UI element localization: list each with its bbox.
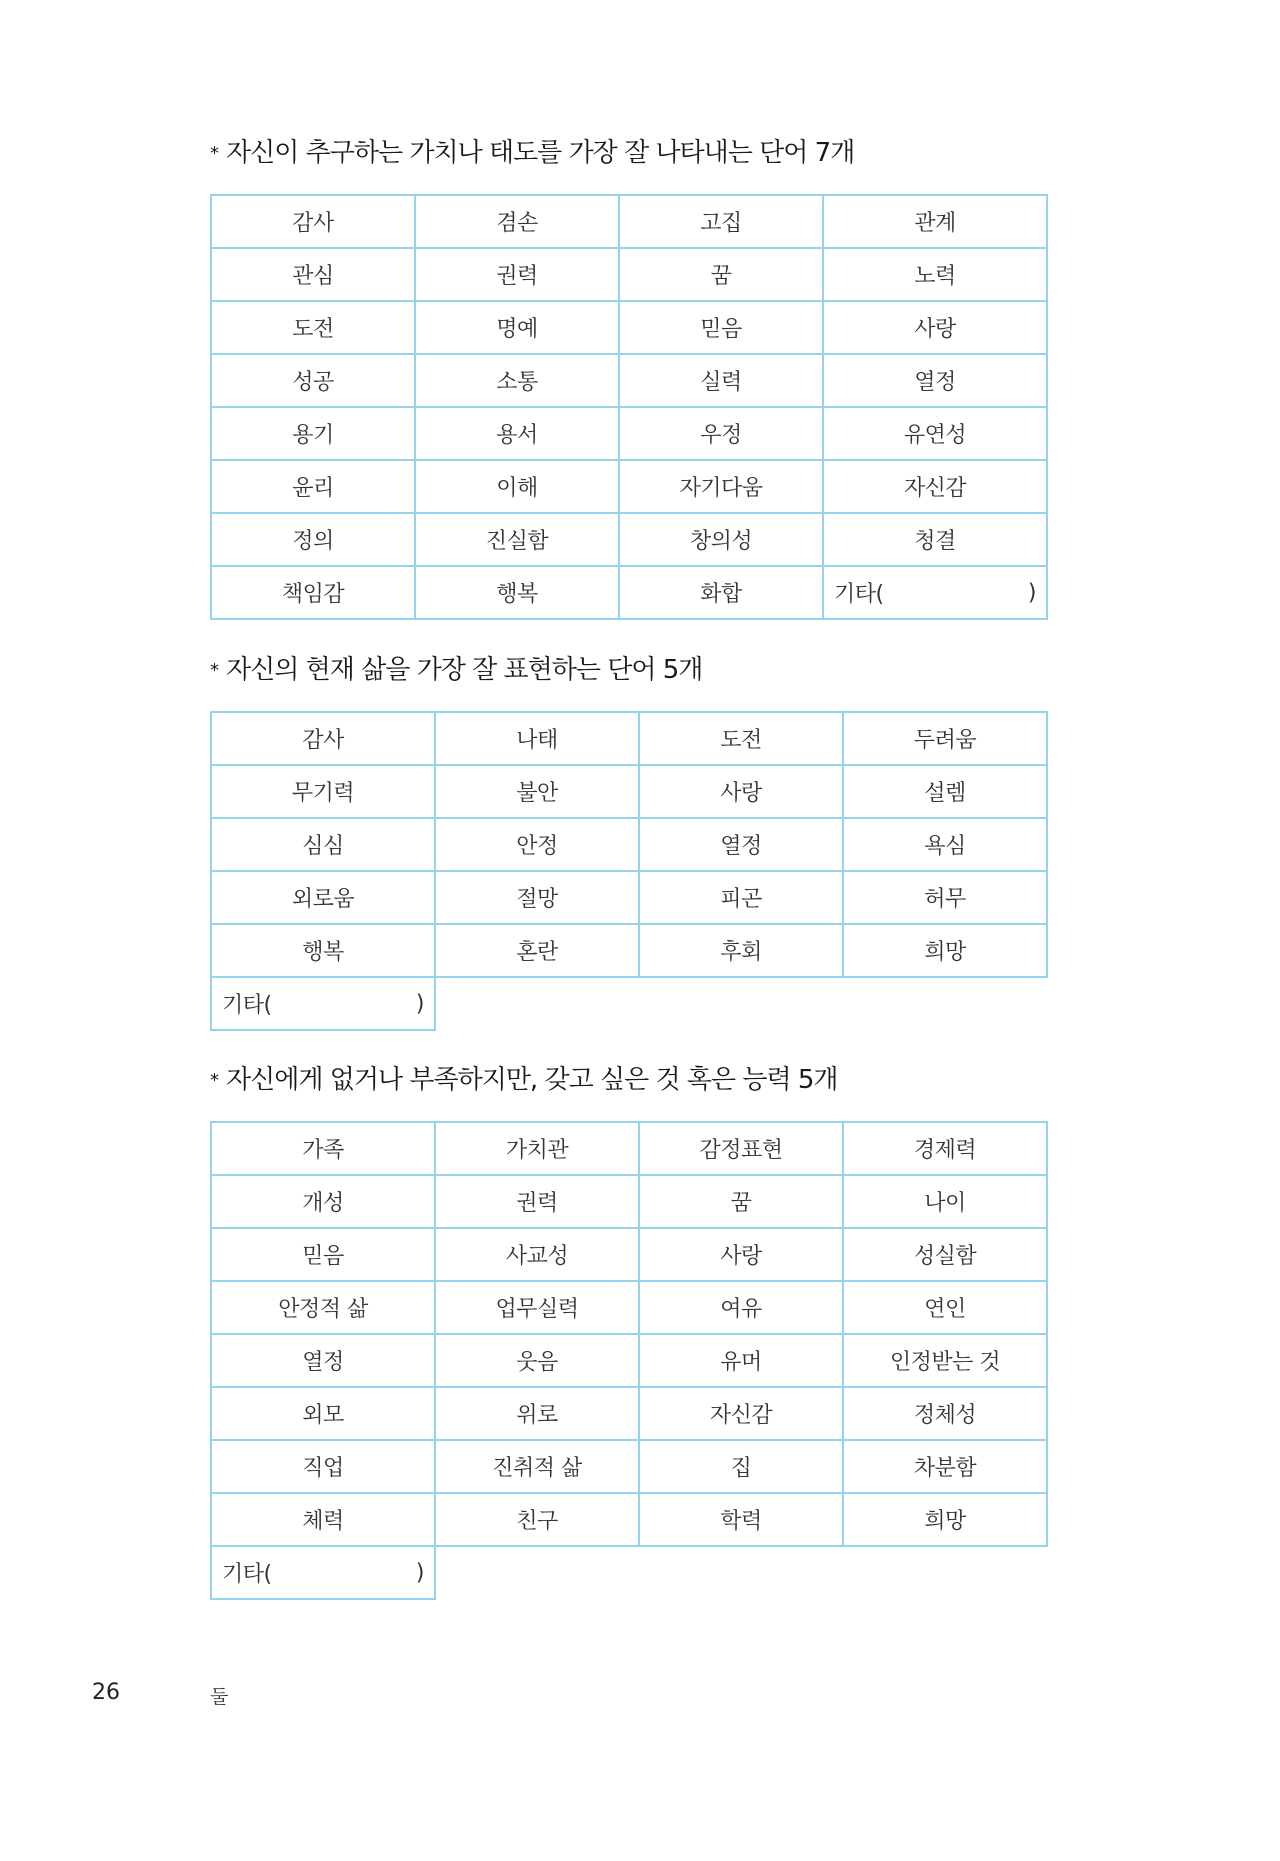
word-cell[interactable]: 윤리 (211, 460, 415, 513)
word-cell[interactable]: 가족 (211, 1122, 435, 1175)
current-life-word-table (210, 711, 1048, 1031)
word-cell[interactable]: 유연성 (823, 407, 1047, 460)
table-row (211, 513, 1047, 566)
word-cell[interactable]: 나태 (435, 712, 639, 765)
values-word-table (210, 194, 1048, 620)
table-row (211, 1387, 1047, 1440)
word-cell[interactable]: 소통 (415, 354, 619, 407)
word-cell[interactable]: 안정적 삶 (211, 1281, 435, 1334)
word-cell[interactable]: 경제력 (843, 1122, 1047, 1175)
table-row (211, 1334, 1047, 1387)
running-head: 둘 (210, 1686, 229, 1708)
word-cell[interactable]: 허무 (843, 871, 1047, 924)
word-cell[interactable]: 희망 (843, 1493, 1047, 1546)
word-cell[interactable]: 희망 (843, 924, 1047, 977)
word-cell[interactable]: 절망 (435, 871, 639, 924)
word-cell[interactable]: 진실함 (415, 513, 619, 566)
table-row (211, 1546, 1047, 1599)
table-row (211, 924, 1047, 977)
word-cell[interactable]: 꿈 (619, 248, 823, 301)
page-number: 26 (92, 1680, 120, 1705)
other-close-paren: ) (1027, 580, 1036, 605)
word-cell[interactable]: 성공 (211, 354, 415, 407)
other-write-in-cell[interactable] (823, 566, 1047, 619)
word-cell[interactable]: 권력 (435, 1175, 639, 1228)
empty-cell (435, 977, 639, 1030)
word-cell[interactable]: 외모 (211, 1387, 435, 1440)
word-cell[interactable]: 도전 (639, 712, 843, 765)
word-cell[interactable]: 창의성 (619, 513, 823, 566)
word-cell[interactable]: 사랑 (639, 765, 843, 818)
word-cell[interactable]: 연인 (843, 1281, 1047, 1334)
word-cell[interactable]: 열정 (639, 818, 843, 871)
word-cell[interactable]: 후회 (639, 924, 843, 977)
word-cell[interactable]: 도전 (211, 301, 415, 354)
word-cell[interactable]: 이해 (415, 460, 619, 513)
word-cell[interactable]: 설렘 (843, 765, 1047, 818)
section-title-text: 자신이 추구하는 가치나 태도를 가장 잘 나타내는 단어 7개 (226, 138, 855, 168)
word-cell[interactable]: 고집 (619, 195, 823, 248)
section-title-text: 자신에게 없거나 부족하지만, 갖고 싶은 것 혹은 능력 5개 (226, 1065, 838, 1095)
word-cell[interactable]: 인정받는 것 (843, 1334, 1047, 1387)
empty-cell (639, 1546, 843, 1599)
word-cell[interactable]: 꿈 (639, 1175, 843, 1228)
word-cell[interactable]: 위로 (435, 1387, 639, 1440)
empty-cell (843, 977, 1047, 1030)
other-write-in-cell[interactable] (211, 977, 435, 1030)
word-cell[interactable]: 직업 (211, 1440, 435, 1493)
other-close-paren: ) (415, 991, 424, 1016)
word-cell[interactable]: 책임감 (211, 566, 415, 619)
word-cell[interactable]: 자신감 (823, 460, 1047, 513)
empty-cell (843, 1546, 1047, 1599)
word-cell[interactable]: 나이 (843, 1175, 1047, 1228)
table-row (211, 566, 1047, 619)
section-2-title (210, 649, 702, 686)
word-cell[interactable]: 외로움 (211, 871, 435, 924)
word-cell[interactable]: 웃음 (435, 1334, 639, 1387)
word-cell[interactable]: 감사 (211, 712, 435, 765)
word-cell[interactable]: 여유 (639, 1281, 843, 1334)
word-cell[interactable]: 사랑 (639, 1228, 843, 1281)
word-cell[interactable]: 행복 (415, 566, 619, 619)
word-cell[interactable]: 청결 (823, 513, 1047, 566)
word-cell[interactable]: 명예 (415, 301, 619, 354)
table-row (211, 354, 1047, 407)
bullet-star: * (210, 1070, 218, 1091)
word-cell[interactable]: 불안 (435, 765, 639, 818)
word-cell[interactable]: 가치관 (435, 1122, 639, 1175)
word-cell[interactable]: 사랑 (823, 301, 1047, 354)
table-row (211, 765, 1047, 818)
word-cell[interactable]: 사교성 (435, 1228, 639, 1281)
word-cell[interactable]: 안정 (435, 818, 639, 871)
word-cell[interactable]: 정의 (211, 513, 415, 566)
section-title-text: 자신의 현재 삶을 가장 잘 표현하는 단어 5개 (226, 655, 703, 685)
bullet-star: * (210, 143, 218, 164)
table-row (211, 248, 1047, 301)
table-row (211, 301, 1047, 354)
empty-cell (639, 977, 843, 1030)
table-row (211, 1440, 1047, 1493)
other-write-in-cell[interactable] (211, 1546, 435, 1599)
word-cell[interactable]: 감사 (211, 195, 415, 248)
word-cell[interactable]: 실력 (619, 354, 823, 407)
word-cell[interactable]: 개성 (211, 1175, 435, 1228)
table-row (211, 1175, 1047, 1228)
table-row (211, 1228, 1047, 1281)
empty-cell (435, 1546, 639, 1599)
word-cell[interactable]: 업무실력 (435, 1281, 639, 1334)
other-label: 기타( (834, 582, 884, 607)
word-cell[interactable]: 무기력 (211, 765, 435, 818)
word-cell[interactable]: 감정표현 (639, 1122, 843, 1175)
table-row (211, 1122, 1047, 1175)
word-cell[interactable]: 심심 (211, 818, 435, 871)
table-row (211, 1493, 1047, 1546)
word-cell[interactable]: 겸손 (415, 195, 619, 248)
table-row (211, 195, 1047, 248)
word-cell[interactable]: 자신감 (639, 1387, 843, 1440)
word-cell[interactable]: 피곤 (639, 871, 843, 924)
word-cell[interactable]: 혼란 (435, 924, 639, 977)
word-cell[interactable]: 차분함 (843, 1440, 1047, 1493)
word-cell[interactable]: 믿음 (211, 1228, 435, 1281)
table-row (211, 712, 1047, 765)
section-1-title (210, 132, 854, 169)
word-cell[interactable]: 열정 (211, 1334, 435, 1387)
table-row (211, 407, 1047, 460)
word-cell[interactable]: 용기 (211, 407, 415, 460)
word-cell[interactable]: 집 (639, 1440, 843, 1493)
table-row (211, 460, 1047, 513)
word-cell[interactable]: 두려움 (843, 712, 1047, 765)
word-cell[interactable]: 우정 (619, 407, 823, 460)
word-cell[interactable]: 유머 (639, 1334, 843, 1387)
word-cell[interactable]: 용서 (415, 407, 619, 460)
word-cell[interactable]: 화합 (619, 566, 823, 619)
desired-things-word-table (210, 1121, 1048, 1600)
word-cell[interactable]: 권력 (415, 248, 619, 301)
word-cell[interactable]: 노력 (823, 248, 1047, 301)
word-cell[interactable]: 관계 (823, 195, 1047, 248)
table-row (211, 818, 1047, 871)
word-cell[interactable]: 학력 (639, 1493, 843, 1546)
bullet-star: * (210, 660, 218, 681)
word-cell[interactable]: 자기다움 (619, 460, 823, 513)
other-close-paren: ) (415, 1560, 424, 1585)
word-cell[interactable]: 행복 (211, 924, 435, 977)
other-label: 기타( (222, 993, 272, 1018)
word-cell[interactable]: 관심 (211, 248, 415, 301)
other-label: 기타( (222, 1562, 272, 1587)
word-cell[interactable]: 믿음 (619, 301, 823, 354)
word-cell[interactable]: 욕심 (843, 818, 1047, 871)
word-cell[interactable]: 정체성 (843, 1387, 1047, 1440)
table-row (211, 871, 1047, 924)
word-cell[interactable]: 진취적 삶 (435, 1440, 639, 1493)
word-cell[interactable]: 체력 (211, 1493, 435, 1546)
table-row (211, 977, 1047, 1030)
word-cell[interactable]: 친구 (435, 1493, 639, 1546)
table-row (211, 1281, 1047, 1334)
section-3-title (210, 1059, 837, 1096)
word-cell[interactable]: 성실함 (843, 1228, 1047, 1281)
word-cell[interactable]: 열정 (823, 354, 1047, 407)
